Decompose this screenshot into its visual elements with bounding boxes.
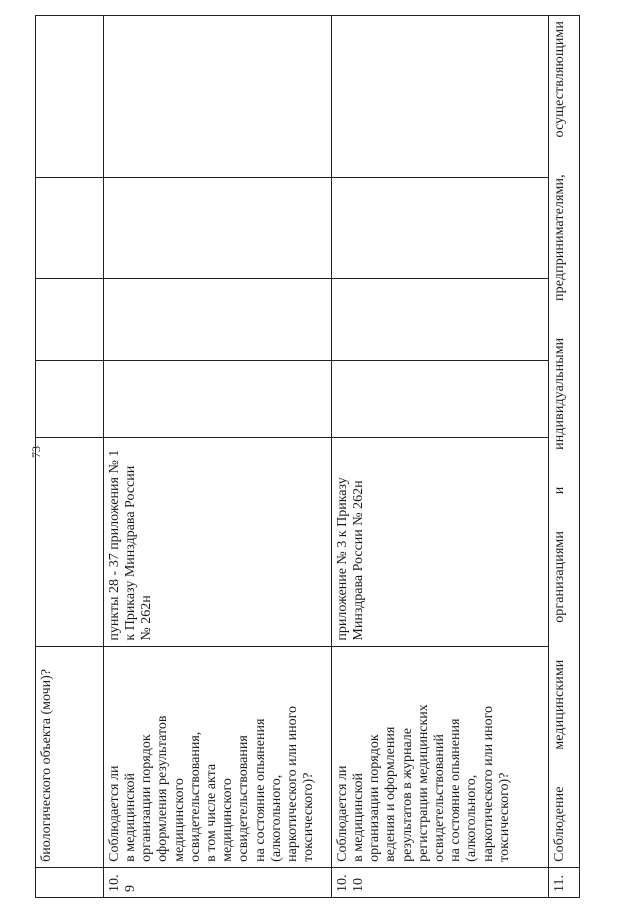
question-cell: Соблюдается ли в медицинской организации порядок оформления результатов медицинского освидетельствования, в том числе акта медицинского освидетельствования на состояние опьянения (алкогольного, наркотического или иного токсического)? <box>103 646 331 867</box>
empty-cell <box>103 278 331 360</box>
section-heading-cell <box>548 16 579 868</box>
empty-cell <box>331 16 548 178</box>
page-number: 73 <box>29 446 43 458</box>
table-row <box>103 16 331 898</box>
checklist-table <box>35 15 580 898</box>
reference-cell: пункты 28 - 37 приложения № 1 к Приказу Минздрава России № 262н <box>103 438 331 646</box>
empty-cell <box>36 177 104 278</box>
empty-cell <box>36 360 104 437</box>
empty-cell <box>103 360 331 437</box>
empty-cell <box>36 278 104 360</box>
question-cell: биологического объекта (мочи)? <box>36 646 104 867</box>
question-cell: Соблюдается ли в медицинской организации порядок ведения и оформления результатов в журнале регистрации медицинских освидетельствований на состояние опьянения (алкогольного, наркотического или иного токсического)? <box>331 646 548 867</box>
row-number-cell: 10.9 <box>103 867 331 897</box>
rotated-table-container <box>35 15 580 898</box>
section-heading-text: Соблюдение медицинскими организациями и индивидуальными предпринимателями, осуществляющими <box>551 21 567 862</box>
empty-cell <box>331 360 548 437</box>
empty-cell <box>103 177 331 278</box>
reference-cell <box>36 438 104 646</box>
section-row <box>548 16 579 898</box>
row-number-cell: 10.10 <box>331 867 548 897</box>
empty-cell <box>103 16 331 178</box>
empty-cell <box>36 16 104 178</box>
empty-cell <box>331 177 548 278</box>
table-row <box>331 16 548 898</box>
empty-cell <box>331 278 548 360</box>
reference-cell: приложение № 3 к Приказу Минздрава России № 262н <box>331 438 548 646</box>
section-number-cell: 11. <box>548 867 579 897</box>
table-row <box>36 16 104 898</box>
row-number-cell <box>36 867 104 897</box>
